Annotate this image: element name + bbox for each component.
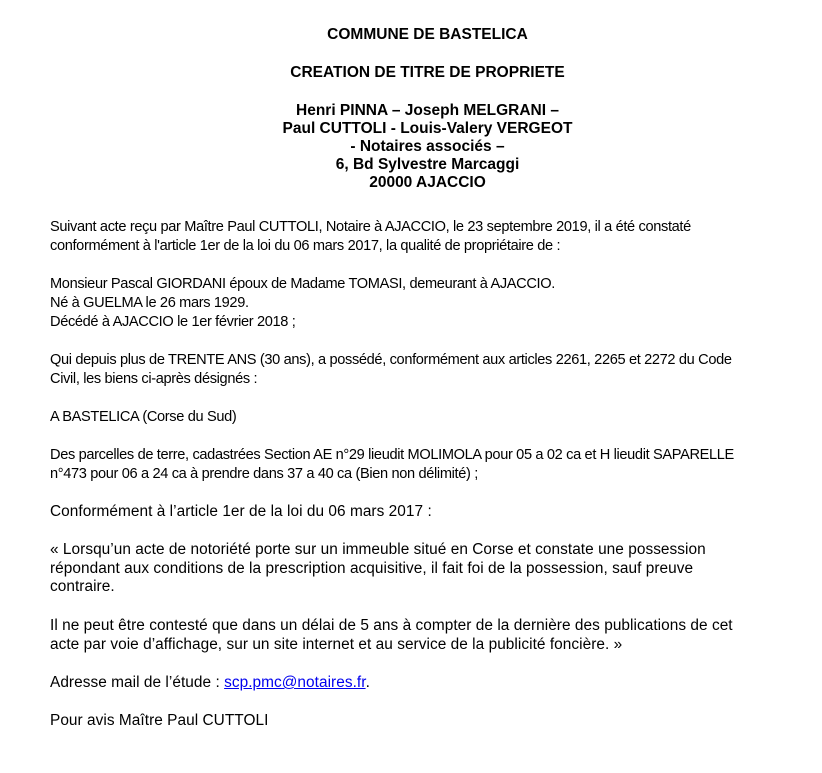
quote-paragraph-1 [50, 541, 810, 597]
email-label: Adresse mail de l’étude : [50, 674, 225, 691]
commune-heading [0, 26, 822, 44]
possession-paragraph [50, 351, 810, 389]
intro-paragraph [50, 218, 810, 256]
address-line-1: 6, Bd Sylvestre Marcaggi [335, 156, 520, 173]
quote1-line-1: « Lorsqu’un acte de notoriété porte sur un immeuble situé en Corse et constate une possession [50, 541, 706, 558]
conform-text: Conformément à l’article 1er de la loi du 06 mars 2017 : [50, 503, 432, 520]
intro-line-1: Suivant acte reçu par Maître Paul CUTTOLI, Notaire à AJACCIO, le 23 septembre 2019, il a été constaté [50, 219, 691, 235]
quote1-line-2: répondant aux conditions de la prescription acquisitive, il fait foi de la possession, sauf preuve [50, 559, 694, 577]
possession-line-2: Civil, les biens ci-après désignés : [50, 371, 258, 387]
intro-line-2: conformément à l'article 1er de la loi du 06 mars 2017, la qualité de propriétaire de : [50, 238, 561, 254]
notaries-line-1: Henri PINNA – Joseph MELGRANI – [296, 102, 559, 119]
possession-line-1: Qui depuis plus de TRENTE ANS (30 ans), a possédé, conformément aux articles 2261, 2265 et 2272 du Code [50, 352, 732, 368]
signature-paragraph [50, 712, 810, 731]
person-line-2: Né à GUELMA le 26 mars 1929. [50, 295, 249, 311]
address-line-2: 20000 AJACCIO [369, 174, 486, 191]
person-line-3: Décédé à AJACCIO le 1er février 2018 ; [50, 314, 296, 330]
quote2-line-1: Il ne peut être contesté que dans un délai de 5 ans à compter de la dernière des publications de cet [50, 617, 733, 634]
notaries-line-3: - Notaires associés – [350, 138, 505, 155]
notaries-block [0, 102, 822, 192]
location-paragraph [50, 408, 810, 427]
quote2-line-2: acte par voie d’affichage, sur un site internet et au service de la publicité foncière. » [50, 635, 623, 653]
location-text: A BASTELICA (Corse du Sud) [50, 409, 237, 425]
quote1-line-3: contraire. [50, 578, 115, 595]
email-suffix: . [365, 674, 370, 691]
notaries-line-2: Paul CUTTOLI - Louis-Valery VERGEOT [282, 120, 573, 137]
quote-paragraph-2 [50, 617, 810, 654]
person-paragraph [50, 275, 810, 332]
parcels-line-2: n°473 pour 06 a 24 ca à prendre dans 37 a 40 ca (Bien non délimité) ; [50, 466, 478, 482]
title-text: CREATION DE TITRE DE PROPRIETE [290, 64, 565, 81]
signature-text: Pour avis Maître Paul CUTTOLI [50, 712, 269, 729]
parcels-line-1: Des parcelles de terre, cadastrées Section AE n°29 lieudit MOLIMOLA pour 05 a 02 ca et H lieudit SAPARELLE [50, 447, 734, 463]
email-line [50, 674, 810, 693]
person-line-1: Monsieur Pascal GIORDANI époux de Madame TOMASI, demeurant à AJACCIO. [50, 276, 555, 292]
commune-title: COMMUNE DE BASTELICA [327, 26, 528, 43]
parcels-paragraph [50, 446, 810, 484]
document-title [0, 64, 822, 82]
conform-paragraph [50, 503, 810, 522]
email-paragraph [50, 674, 810, 693]
email-link[interactable]: scp.pmc@notaires.fr [224, 674, 366, 691]
